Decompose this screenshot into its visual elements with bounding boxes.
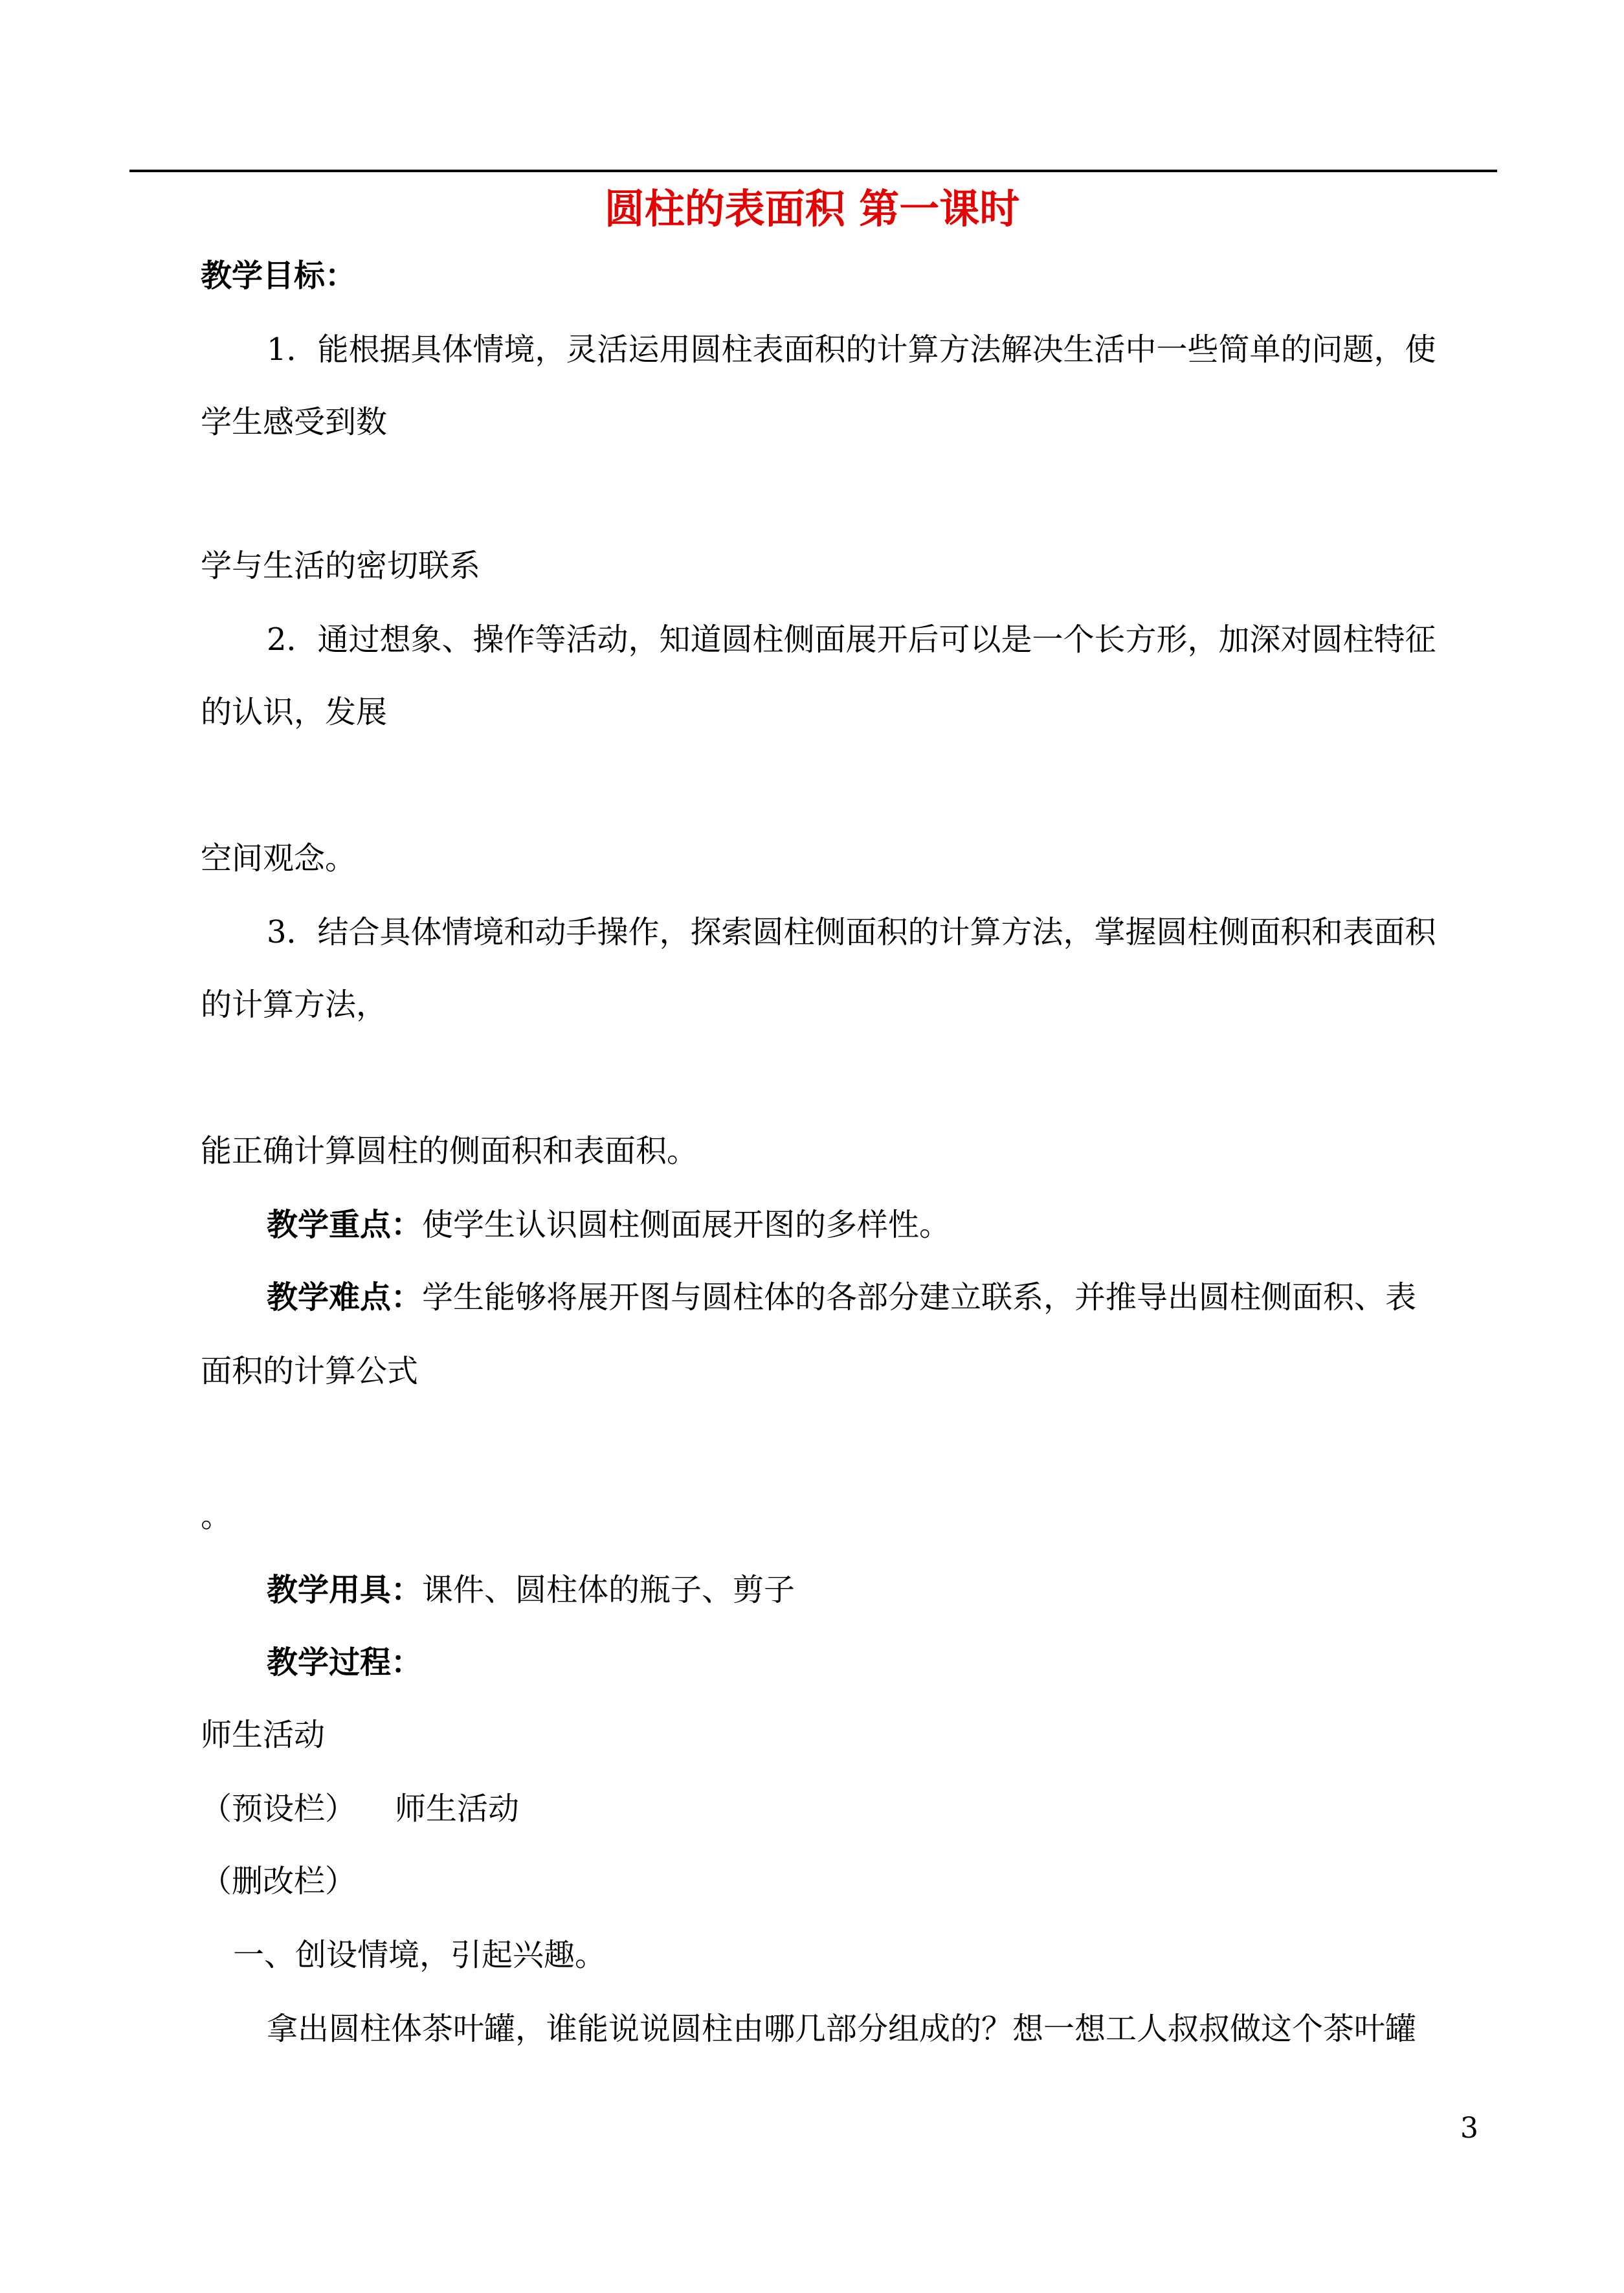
objective-2-line-3: 空间观念。 xyxy=(201,840,357,877)
page-title: 圆柱的表面积 第一课时 xyxy=(604,185,1020,232)
difficulty-label: 教学难点： xyxy=(267,1279,423,1315)
objectives-heading: 教学目标： xyxy=(201,258,357,294)
edit-column-label: （删改栏） xyxy=(201,1863,357,1899)
activity-label-2: 师生活动 xyxy=(395,1791,520,1827)
preset-column-label: （预设栏） xyxy=(201,1791,357,1827)
section-1-heading: 一、创设情境，引起兴趣。 xyxy=(233,1937,606,1973)
objective-1-line-3: 学与生活的密切联系 xyxy=(201,548,481,584)
objective-3-line-1: 3．结合具体情境和动手操作，探索圆柱侧面积的计算方法，掌握圆柱侧面积和表面积 xyxy=(267,914,1436,950)
section-1-text: 拿出圆柱体茶叶罐，谁能说说圆柱由哪几部分组成的？想一想工人叔叔做这个茶叶罐 xyxy=(267,2011,1417,2047)
objective-1-line-2: 学生感受到数 xyxy=(201,404,388,440)
teaching-tools xyxy=(267,1567,795,1613)
header-rule xyxy=(129,170,1497,172)
difficulty-text-2: 面积的计算公式 xyxy=(201,1353,419,1389)
objective-3-line-3: 能正确计算圆柱的侧面积和表面积。 xyxy=(201,1133,698,1169)
objective-1-line-1: 1．能根据具体情境，灵活运用圆柱表面积的计算方法解决生活中一些简单的问题，使 xyxy=(267,331,1436,368)
process-heading: 教学过程： xyxy=(267,1644,423,1681)
key-point-text: 使学生认识圆柱侧面展开图的多样性。 xyxy=(422,1207,951,1243)
key-point-label: 教学重点： xyxy=(267,1207,423,1243)
tools-label: 教学用具： xyxy=(267,1572,423,1608)
objective-3-line-2: 的计算方法， xyxy=(201,987,388,1023)
difficulty-text-3: 。 xyxy=(201,1498,232,1534)
objective-2-line-1: 2．通过想象、操作等活动，知道圆柱侧面展开后可以是一个长方形，加深对圆柱特征 xyxy=(267,621,1436,658)
page-number: 3 xyxy=(1460,2112,1478,2145)
objective-2-line-2: 的认识，发展 xyxy=(201,694,388,730)
preset-column-row xyxy=(201,1785,519,1832)
tools-text: 课件、圆柱体的瓶子、剪子 xyxy=(422,1572,795,1608)
difficulty-point xyxy=(267,1274,1416,1321)
key-point xyxy=(267,1202,950,1248)
difficulty-text-1: 学生能够将展开图与圆柱体的各部分建立联系，并推导出圆柱侧面积、表 xyxy=(422,1279,1417,1315)
activity-label-1: 师生活动 xyxy=(201,1717,326,1753)
